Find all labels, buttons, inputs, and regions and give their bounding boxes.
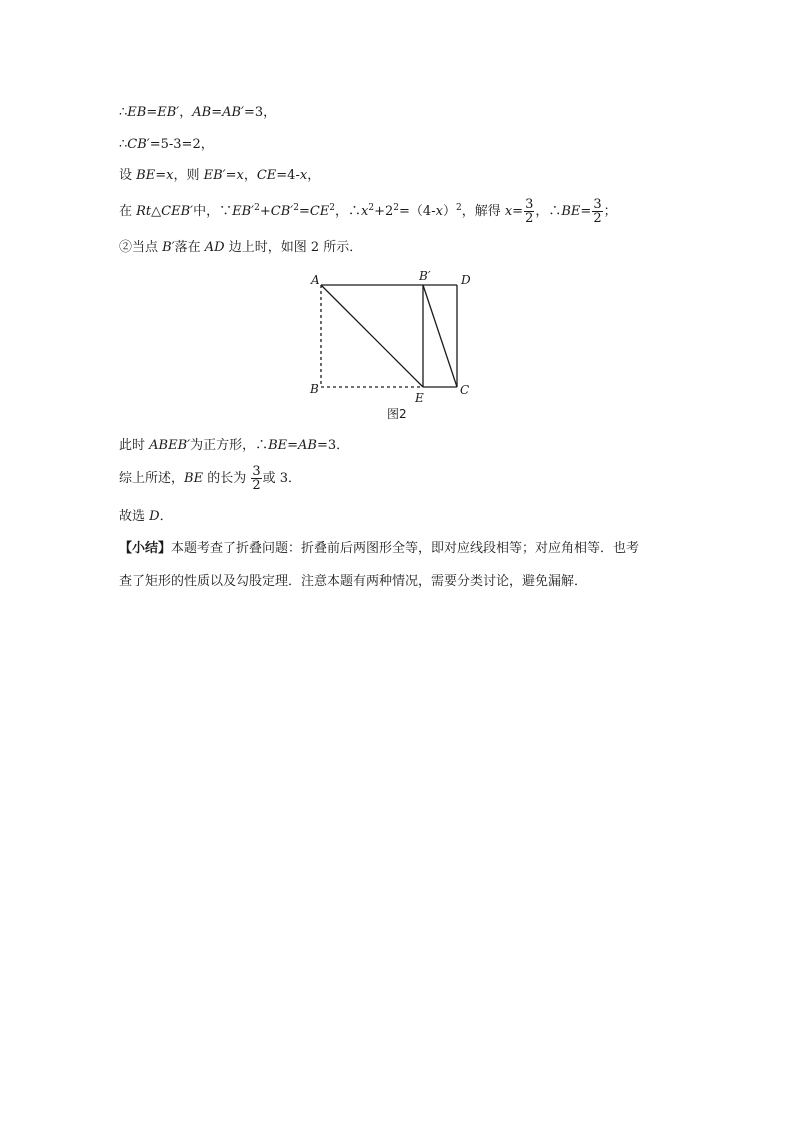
text: =	[580, 204, 592, 219]
text: CE	[256, 168, 277, 183]
text: ，解得	[461, 204, 505, 219]
fraction-denominator: 2	[593, 211, 602, 226]
text: ∴	[119, 105, 128, 120]
text: =	[225, 168, 237, 183]
text: △	[151, 204, 162, 219]
solution-line-1	[119, 104, 276, 122]
text: =	[155, 168, 167, 183]
solution-line-7	[119, 464, 301, 494]
text: EB′	[157, 105, 180, 120]
solution-line-6	[119, 437, 349, 455]
fraction-denominator: 2	[252, 478, 261, 493]
label-E: E	[415, 391, 424, 405]
text: AB	[298, 438, 317, 453]
text: =	[287, 438, 299, 453]
text: ，	[179, 105, 193, 120]
text: 故选	[119, 509, 150, 524]
solution-line-5	[119, 239, 362, 257]
text: AB′	[222, 105, 245, 120]
figure-2-diagram	[300, 262, 490, 424]
text: EB′	[232, 204, 255, 219]
text: ．	[159, 509, 173, 524]
text: ，	[243, 168, 257, 183]
text: =5-3=2，	[149, 137, 214, 152]
text: CB′	[127, 137, 150, 152]
fraction-three-halves	[524, 198, 534, 225]
solution-line-4	[119, 197, 617, 227]
text: BE	[561, 204, 581, 219]
fraction-denominator: 2	[525, 211, 534, 226]
text: CEB′	[161, 204, 194, 219]
superscript: 2	[254, 203, 260, 213]
text: BE	[136, 168, 156, 183]
text: Rt	[136, 204, 152, 219]
text: BE	[268, 438, 288, 453]
text: EB	[127, 105, 147, 120]
text: ，∴	[335, 204, 362, 219]
text: =	[146, 105, 158, 120]
text: CE	[309, 204, 330, 219]
text: 中，∵	[193, 204, 233, 219]
text: AB	[192, 105, 212, 120]
summary-line-2	[119, 573, 587, 591]
text: ∴	[119, 137, 128, 152]
segment-AE	[321, 285, 423, 387]
text: =3，	[244, 105, 277, 120]
text: ，∴	[535, 204, 562, 219]
text: ）	[442, 204, 456, 219]
summary-line-1	[119, 540, 639, 558]
fraction-three-halves	[251, 465, 261, 492]
label-C: C	[460, 383, 470, 397]
text: 为正方形，∴	[190, 438, 269, 453]
text: ，则	[173, 168, 204, 183]
superscript: 2	[393, 203, 400, 213]
text: 落在	[174, 240, 205, 255]
text: 的长为	[203, 471, 251, 486]
text: ABEB′	[149, 438, 191, 453]
fraction-numerator: 3	[525, 197, 534, 212]
text: =	[211, 105, 223, 120]
text: 综上所述，	[119, 471, 185, 486]
text: CB′	[270, 204, 294, 219]
text: ；	[603, 204, 617, 219]
label-D: D	[461, 273, 471, 287]
text: EB′	[203, 168, 226, 183]
solution-line-2	[119, 136, 214, 154]
text: B′	[162, 240, 175, 255]
superscript: 2	[329, 203, 336, 213]
label-B: B	[310, 382, 319, 396]
text: AD	[204, 240, 225, 255]
text: =	[298, 204, 310, 219]
fraction-numerator: 3	[252, 464, 261, 479]
fraction-three-halves	[592, 198, 602, 225]
superscript: 2	[293, 203, 299, 213]
solution-line-3	[119, 167, 320, 185]
text: =	[512, 204, 524, 219]
text: BE	[184, 471, 204, 486]
text: 查了矩形的性质以及勾股定理．注意本题有两种情况，需要分类讨论，避免漏解．	[119, 574, 588, 589]
text: x	[236, 168, 244, 183]
text: x	[504, 204, 513, 219]
solution-line-8	[119, 508, 173, 526]
segment-BpC	[423, 285, 457, 387]
text: 边上时，如图 2 所示．	[224, 240, 363, 255]
text: 此时	[119, 438, 150, 453]
label-B-prime: B′	[419, 269, 431, 283]
figure-caption: 图2	[387, 407, 407, 421]
text: +2	[374, 204, 394, 219]
text: 本题考查了折叠问题：折叠前后两图形全等，即对应线段相等；对应角相等．也考	[171, 541, 640, 556]
superscript: 2	[368, 203, 375, 213]
text: =3．	[317, 438, 350, 453]
superscript: 2	[455, 203, 462, 213]
label-A: A	[311, 273, 320, 287]
text: 设	[119, 168, 137, 183]
text: +	[259, 204, 271, 219]
text: x	[435, 204, 443, 219]
text: x	[299, 168, 308, 183]
text: x	[361, 204, 369, 219]
fraction-numerator: 3	[593, 197, 602, 212]
text: 或 3．	[262, 471, 302, 486]
text: 在	[119, 204, 137, 219]
text: =（4-	[399, 204, 436, 219]
text: D	[149, 509, 160, 524]
text: =4-	[276, 168, 300, 183]
text: ②当点	[119, 240, 163, 255]
summary-heading: 【小结】	[119, 541, 172, 556]
text: x	[166, 168, 174, 183]
text: ，	[307, 168, 321, 183]
